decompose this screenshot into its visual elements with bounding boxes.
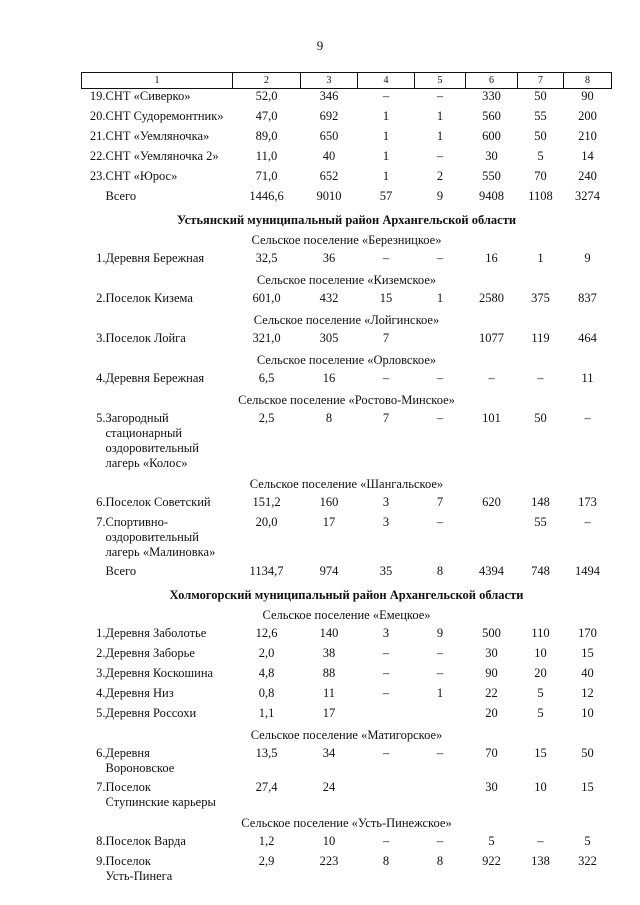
value-cell: 5 <box>488 834 495 848</box>
settlement-heading-text: Сельское поселение «Усть-Пинежское» <box>241 816 452 830</box>
district-heading <box>82 584 612 606</box>
value-cell: 1494 <box>575 564 600 578</box>
row-number: 2. <box>96 291 106 305</box>
area-cell: 52,0 <box>255 89 278 103</box>
value-cell: 1 <box>382 169 390 183</box>
area-cell: 1,1 <box>258 706 275 720</box>
page-number: 9 <box>316 38 324 53</box>
row-number: 1. <box>96 251 106 265</box>
header-row <box>82 73 612 89</box>
row-number: 4. <box>96 371 106 385</box>
value-cell: 55 <box>534 515 547 529</box>
value-cell: 10 <box>534 780 547 794</box>
row-name: СНТ «Уемляночка 2» <box>105 149 219 163</box>
row-number: 19. <box>89 89 106 103</box>
row-number: 6. <box>96 495 106 509</box>
value-cell <box>358 706 415 726</box>
area-cell: 27,4 <box>255 780 278 794</box>
value-cell: 305 <box>319 331 339 345</box>
value-cell: 1 <box>436 109 444 123</box>
header-cell: 1 <box>82 73 233 89</box>
settlement-heading-text: Сельское поселение «Емецкое» <box>262 608 431 622</box>
row-name: СНТ Судоремонтник» <box>105 109 224 123</box>
value-cell: – <box>584 515 591 529</box>
value-cell: 30 <box>485 149 498 163</box>
value-cell: – <box>488 371 495 385</box>
value-cell: 2580 <box>479 291 504 305</box>
value-cell: 550 <box>482 169 501 183</box>
table-row <box>82 169 612 189</box>
settlement-heading-text: Сельское поселение «Шангальское» <box>249 477 444 491</box>
row-number: 22. <box>89 149 106 163</box>
header-cell: 5 <box>415 73 466 89</box>
area-cell: 1134,7 <box>249 564 284 578</box>
area-cell: 2,0 <box>258 646 275 660</box>
district-heading <box>82 209 612 231</box>
area-cell: 321,0 <box>252 331 281 345</box>
settlement-heading-text: Сельское поселение «Березницкое» <box>251 233 442 247</box>
value-cell: 620 <box>482 495 501 509</box>
row-number: 6. <box>96 746 106 760</box>
settlement-heading <box>82 311 612 331</box>
area-cell: 4,8 <box>258 666 275 680</box>
value-cell: 138 <box>531 854 550 868</box>
value-cell: 1 <box>436 686 444 700</box>
value-cell: – <box>382 666 390 680</box>
row-name: Поселок Кизема <box>105 291 193 305</box>
value-cell: 20 <box>485 706 498 720</box>
value-cell: 10 <box>534 646 547 660</box>
value-cell: 1 <box>537 251 544 265</box>
value-cell: 30 <box>485 646 498 660</box>
row-name: Спортивно- оздоровительный лагерь «Малиновка» <box>105 515 216 559</box>
area-cell: 2,5 <box>258 411 275 425</box>
table-row <box>82 564 612 584</box>
settlement-heading-text: Сельское поселение «Матигорское» <box>250 728 443 742</box>
value-cell: – <box>436 89 444 103</box>
row-name: Деревня Вороновское <box>105 746 175 775</box>
table-row <box>82 291 612 311</box>
value-cell <box>415 706 466 726</box>
table-row <box>82 411 612 475</box>
value-cell <box>466 515 518 564</box>
value-cell: 12 <box>581 686 594 700</box>
value-cell: 5 <box>537 149 544 163</box>
settlement-heading-text: Сельское поселение «Орловское» <box>256 353 437 367</box>
value-cell: – <box>436 149 444 163</box>
value-cell: – <box>382 251 390 265</box>
value-cell: 50 <box>534 411 547 425</box>
table-row <box>82 666 612 686</box>
value-cell: – <box>537 371 544 385</box>
header-cell: 4 <box>358 73 415 89</box>
settlement-heading-text: Сельское поселение «Ростово-Минское» <box>238 393 455 407</box>
value-cell: 974 <box>319 564 339 578</box>
value-cell: 837 <box>578 291 597 305</box>
row-number: 4. <box>96 686 106 700</box>
settlement-heading <box>82 231 612 251</box>
value-cell: – <box>537 834 544 848</box>
settlement-heading <box>82 475 612 495</box>
area-cell: 2,9 <box>258 854 275 868</box>
value-cell: 223 <box>319 854 339 868</box>
value-cell: 3 <box>382 626 390 640</box>
value-cell: 432 <box>319 291 339 305</box>
value-cell: 5 <box>584 834 591 848</box>
settlement-heading <box>82 726 612 746</box>
value-cell: 346 <box>319 89 339 103</box>
value-cell: – <box>382 746 390 760</box>
value-cell: 4394 <box>479 564 504 578</box>
value-cell: 88 <box>322 666 336 680</box>
value-cell: 240 <box>578 169 597 183</box>
value-cell <box>415 780 466 814</box>
area-cell: 47,0 <box>255 109 278 123</box>
row-name: Поселок Лойга <box>105 331 186 345</box>
value-cell: 10 <box>322 834 336 848</box>
row-name: Деревня Заборье <box>105 646 195 660</box>
value-cell: 55 <box>534 109 547 123</box>
value-cell: – <box>436 746 444 760</box>
value-cell <box>358 780 415 814</box>
row-number: 5. <box>96 706 106 720</box>
table-row <box>82 686 612 706</box>
value-cell: – <box>436 666 444 680</box>
value-cell: 50 <box>534 89 547 103</box>
row-name: Загородный стационарный оздоровительный лагерь «Колос» <box>105 411 199 470</box>
value-cell: 330 <box>482 89 501 103</box>
row-name: Всего <box>105 189 137 203</box>
row-number: 1. <box>96 626 106 640</box>
value-cell: 9 <box>584 251 591 265</box>
value-cell: 8 <box>325 411 333 425</box>
value-cell: 110 <box>531 626 550 640</box>
row-number: 7. <box>96 515 106 529</box>
area-cell: 89,0 <box>255 129 278 143</box>
row-name: СНТ «Сиверко» <box>105 89 191 103</box>
value-cell: 200 <box>578 109 597 123</box>
row-name: Деревня Коскошина <box>105 666 214 680</box>
row-name: СНТ «Уемляночка» <box>105 129 210 143</box>
table-row <box>82 706 612 726</box>
value-cell: – <box>436 515 444 529</box>
area-cell: 71,0 <box>255 169 278 183</box>
header-cell: 2 <box>233 73 301 89</box>
value-cell: 748 <box>531 564 550 578</box>
row-name: Поселок Усть-Пинега <box>105 854 173 883</box>
settlement-heading <box>82 351 612 371</box>
value-cell: 3274 <box>575 189 600 203</box>
header-cell: 3 <box>301 73 358 89</box>
settlement-heading <box>82 814 612 834</box>
value-cell: 9408 <box>479 189 504 203</box>
area-cell: 32,5 <box>255 251 278 265</box>
row-number: 21. <box>89 129 106 143</box>
area-cell: 12,6 <box>255 626 278 640</box>
area-cell: 0,8 <box>258 686 275 700</box>
table-row <box>82 834 612 854</box>
value-cell: 160 <box>319 495 339 509</box>
area-cell: 601,0 <box>252 291 281 305</box>
value-cell: 3 <box>382 495 390 509</box>
table-row <box>82 251 612 271</box>
value-cell: 140 <box>319 626 339 640</box>
row-number: 23. <box>89 169 106 183</box>
area-cell: 1,2 <box>258 834 275 848</box>
row-number: 9. <box>96 854 106 868</box>
table-row <box>82 109 612 129</box>
area-cell: 151,2 <box>252 495 281 509</box>
value-cell: 7 <box>382 331 390 345</box>
area-cell: 20,0 <box>255 515 278 529</box>
area-cell: 13,5 <box>255 746 278 760</box>
row-name: Деревня Заболотье <box>105 626 207 640</box>
row-name: Деревня Низ <box>105 686 174 700</box>
table-row <box>82 149 612 169</box>
value-cell: 11 <box>322 686 336 700</box>
value-cell: 70 <box>485 746 498 760</box>
value-cell: 11 <box>581 371 594 385</box>
value-cell: 14 <box>581 149 594 163</box>
area-cell: 11,0 <box>255 149 278 163</box>
area-cell: 1446,6 <box>249 189 284 203</box>
value-cell: 652 <box>319 169 339 183</box>
value-cell: 90 <box>485 666 498 680</box>
row-number: 3. <box>96 666 106 680</box>
value-cell: 50 <box>581 746 594 760</box>
value-cell: – <box>382 371 390 385</box>
value-cell: 650 <box>319 129 339 143</box>
table-row <box>82 495 612 515</box>
value-cell: 5 <box>537 706 544 720</box>
row-name: Деревня Бережная <box>105 251 205 265</box>
table-row <box>82 129 612 149</box>
value-cell: 15 <box>379 291 393 305</box>
value-cell: 34 <box>322 746 336 760</box>
value-cell: 3 <box>382 515 390 529</box>
value-cell: 8 <box>436 854 444 868</box>
settlement-heading <box>82 391 612 411</box>
row-number <box>82 189 106 209</box>
value-cell: 148 <box>531 495 550 509</box>
settlement-table <box>81 72 612 888</box>
value-cell: 1 <box>436 129 444 143</box>
value-cell: – <box>436 251 444 265</box>
value-cell: – <box>436 646 444 660</box>
value-cell: 35 <box>379 564 393 578</box>
value-cell: – <box>584 411 591 425</box>
value-cell: 40 <box>322 149 336 163</box>
value-cell: 464 <box>578 331 597 345</box>
table-row <box>82 780 612 814</box>
value-cell: 922 <box>482 854 501 868</box>
row-number: 5. <box>96 411 106 425</box>
row-name: Деревня Бережная <box>105 371 205 385</box>
value-cell: 375 <box>531 291 550 305</box>
table-row <box>82 189 612 209</box>
value-cell: 17 <box>322 515 336 529</box>
table-row <box>82 371 612 391</box>
value-cell: 30 <box>485 780 498 794</box>
row-number: 20. <box>89 109 106 123</box>
value-cell: 1108 <box>528 189 553 203</box>
value-cell: 2 <box>436 169 444 183</box>
row-number <box>82 564 106 584</box>
value-cell: 1 <box>382 149 390 163</box>
row-name: Поселок Ступинские карьеры <box>105 780 216 809</box>
value-cell: 24 <box>322 780 336 794</box>
value-cell: 1 <box>436 291 444 305</box>
value-cell: 15 <box>581 646 594 660</box>
area-cell: 6,5 <box>258 371 275 385</box>
header-cell: 7 <box>518 73 564 89</box>
value-cell <box>415 331 466 351</box>
row-name: Деревня Россохи <box>105 706 197 720</box>
table-row <box>82 854 612 888</box>
row-number: 2. <box>96 646 106 660</box>
value-cell: 9010 <box>316 189 342 203</box>
header-cell: 6 <box>466 73 518 89</box>
row-number: 3. <box>96 331 106 345</box>
value-cell: 1 <box>382 109 390 123</box>
table-row <box>82 89 612 110</box>
value-cell: 210 <box>578 129 597 143</box>
table-row <box>82 515 612 564</box>
value-cell: 15 <box>581 780 594 794</box>
value-cell: 8 <box>436 564 444 578</box>
value-cell: 10 <box>581 706 594 720</box>
row-name: Всего <box>105 564 137 578</box>
settlement-heading-text: Сельское поселение «Киземское» <box>256 273 437 287</box>
value-cell: – <box>382 686 390 700</box>
value-cell: 9 <box>436 189 444 203</box>
value-cell: 170 <box>578 626 597 640</box>
value-cell: 101 <box>482 411 501 425</box>
value-cell: 17 <box>322 706 336 720</box>
value-cell: 20 <box>534 666 547 680</box>
settlement-heading-text: Сельское поселение «Лойгинское» <box>253 313 440 327</box>
value-cell: 692 <box>319 109 339 123</box>
value-cell: 38 <box>322 646 336 660</box>
value-cell: 9 <box>436 626 444 640</box>
value-cell: 5 <box>537 686 544 700</box>
row-number: 7. <box>96 780 106 794</box>
row-name: Поселок Советский <box>105 495 211 509</box>
district-heading-text: Холмогорский муниципальный район Архангельской области <box>169 588 524 602</box>
row-number: 8. <box>96 834 106 848</box>
value-cell: 322 <box>578 854 597 868</box>
value-cell: – <box>436 411 444 425</box>
row-name: Поселок Варда <box>105 834 186 848</box>
value-cell: 8 <box>382 854 390 868</box>
value-cell: 22 <box>485 686 498 700</box>
value-cell: 119 <box>531 331 550 345</box>
value-cell: 600 <box>482 129 501 143</box>
value-cell: 7 <box>382 411 390 425</box>
value-cell: 1 <box>382 129 390 143</box>
table-row <box>82 746 612 780</box>
value-cell: 16 <box>322 371 336 385</box>
value-cell: – <box>382 89 390 103</box>
value-cell: 40 <box>581 666 594 680</box>
value-cell: 1077 <box>479 331 504 345</box>
table-row <box>82 646 612 666</box>
value-cell: 15 <box>534 746 547 760</box>
value-cell: 7 <box>436 495 444 509</box>
table-row <box>82 626 612 646</box>
settlement-heading <box>82 606 612 626</box>
value-cell: 173 <box>578 495 597 509</box>
value-cell: 57 <box>379 189 393 203</box>
value-cell: – <box>382 834 390 848</box>
value-cell: – <box>382 646 390 660</box>
value-cell: 70 <box>534 169 547 183</box>
value-cell: – <box>436 834 444 848</box>
value-cell: 36 <box>322 251 336 265</box>
header-cell: 8 <box>564 73 612 89</box>
settlement-heading <box>82 271 612 291</box>
value-cell: – <box>436 371 444 385</box>
value-cell: 50 <box>534 129 547 143</box>
value-cell: 560 <box>482 109 501 123</box>
row-name: СНТ «Юрос» <box>105 169 178 183</box>
value-cell: 90 <box>581 89 594 103</box>
value-cell: 16 <box>485 251 498 265</box>
district-heading-text: Устьянский муниципальный район Архангельской области <box>176 213 517 227</box>
table-row <box>82 331 612 351</box>
value-cell: 500 <box>482 626 501 640</box>
